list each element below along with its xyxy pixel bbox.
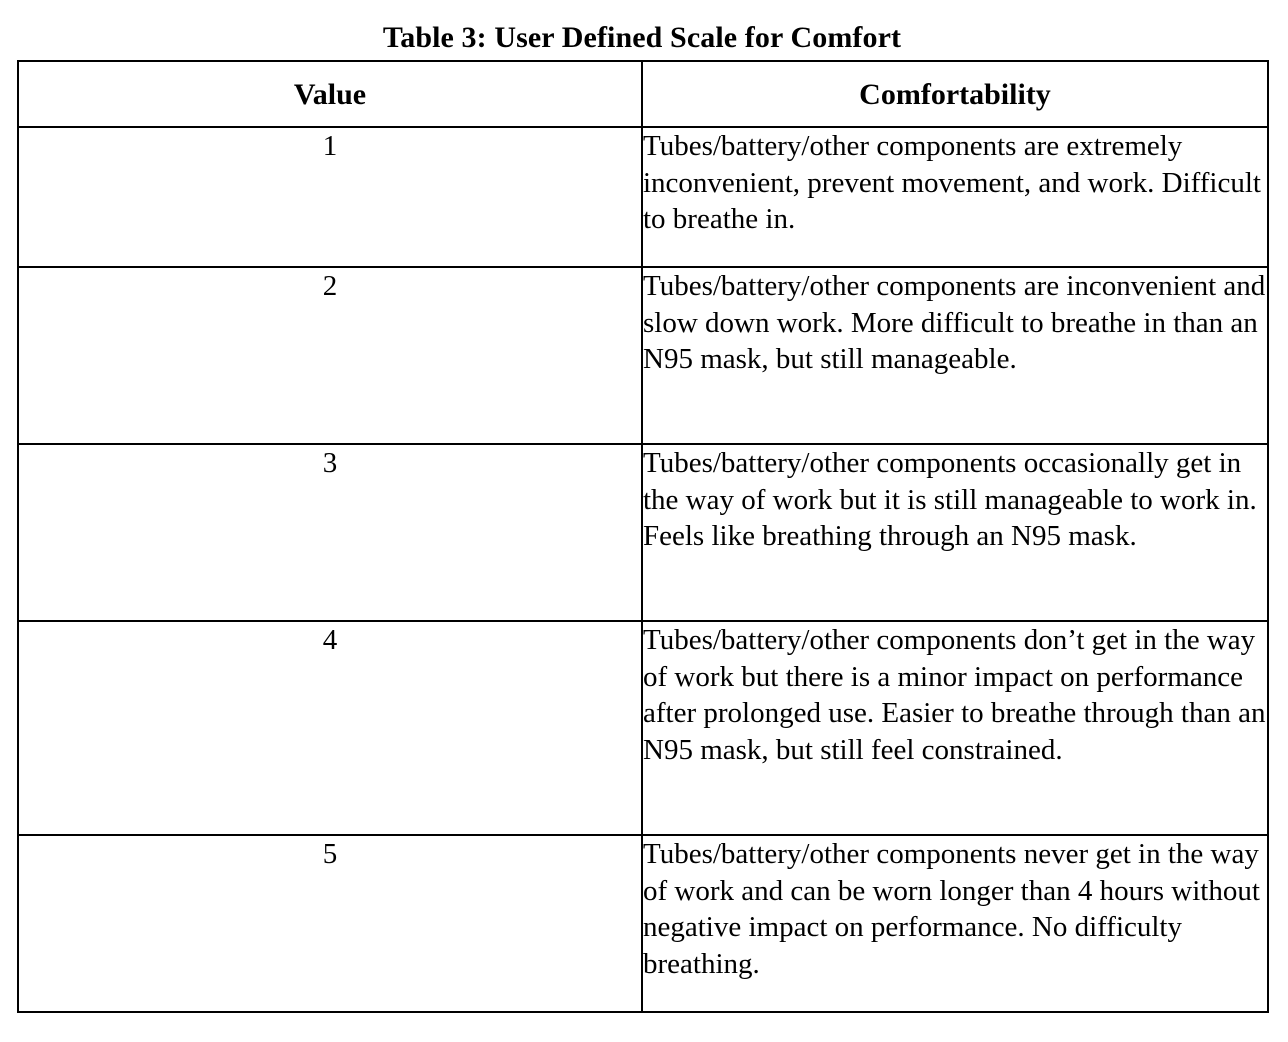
value-cell: 1 xyxy=(18,127,642,267)
value-cell: 4 xyxy=(18,621,642,835)
comfort-scale-table xyxy=(17,60,1269,1013)
comfortability-cell: Tubes/battery/other components don’t get in the way of work but there is a minor impact on performance after prolonged use. Easier to breathe through than an N95 mask, but still feel constrained. xyxy=(642,621,1268,835)
column-header-value xyxy=(18,61,642,127)
column-header-value-label: Value xyxy=(293,78,367,111)
table-row xyxy=(18,835,1268,1012)
table-caption: Table 3: User Defined Scale for Comfort xyxy=(382,21,902,54)
table-row xyxy=(18,267,1268,444)
table-row xyxy=(18,444,1268,621)
table-row xyxy=(18,621,1268,835)
table-header-row xyxy=(18,61,1268,127)
comfortability-cell: Tubes/battery/other components never get in the way of work and can be worn longer than 4 hours without negative impact on performance. No difficulty breathing. xyxy=(642,835,1268,1012)
value-cell: 5 xyxy=(18,835,642,1012)
comfortability-cell: Tubes/battery/other components are inconvenient and slow down work. More difficult to breathe in than an N95 mask, but still manageable. xyxy=(642,267,1268,444)
value-cell: 3 xyxy=(18,444,642,621)
column-header-comfortability-label: Comfortability xyxy=(859,78,1051,111)
value-cell: 2 xyxy=(18,267,642,444)
comfortability-cell: Tubes/battery/other components are extremely inconvenient, prevent movement, and work. Difficult to breathe in. xyxy=(642,127,1268,267)
column-header-comfortability xyxy=(642,61,1268,127)
table-row xyxy=(18,127,1268,267)
comfortability-cell: Tubes/battery/other components occasionally get in the way of work but it is still manageable to work in. Feels like breathing through an N95 mask. xyxy=(642,444,1268,621)
